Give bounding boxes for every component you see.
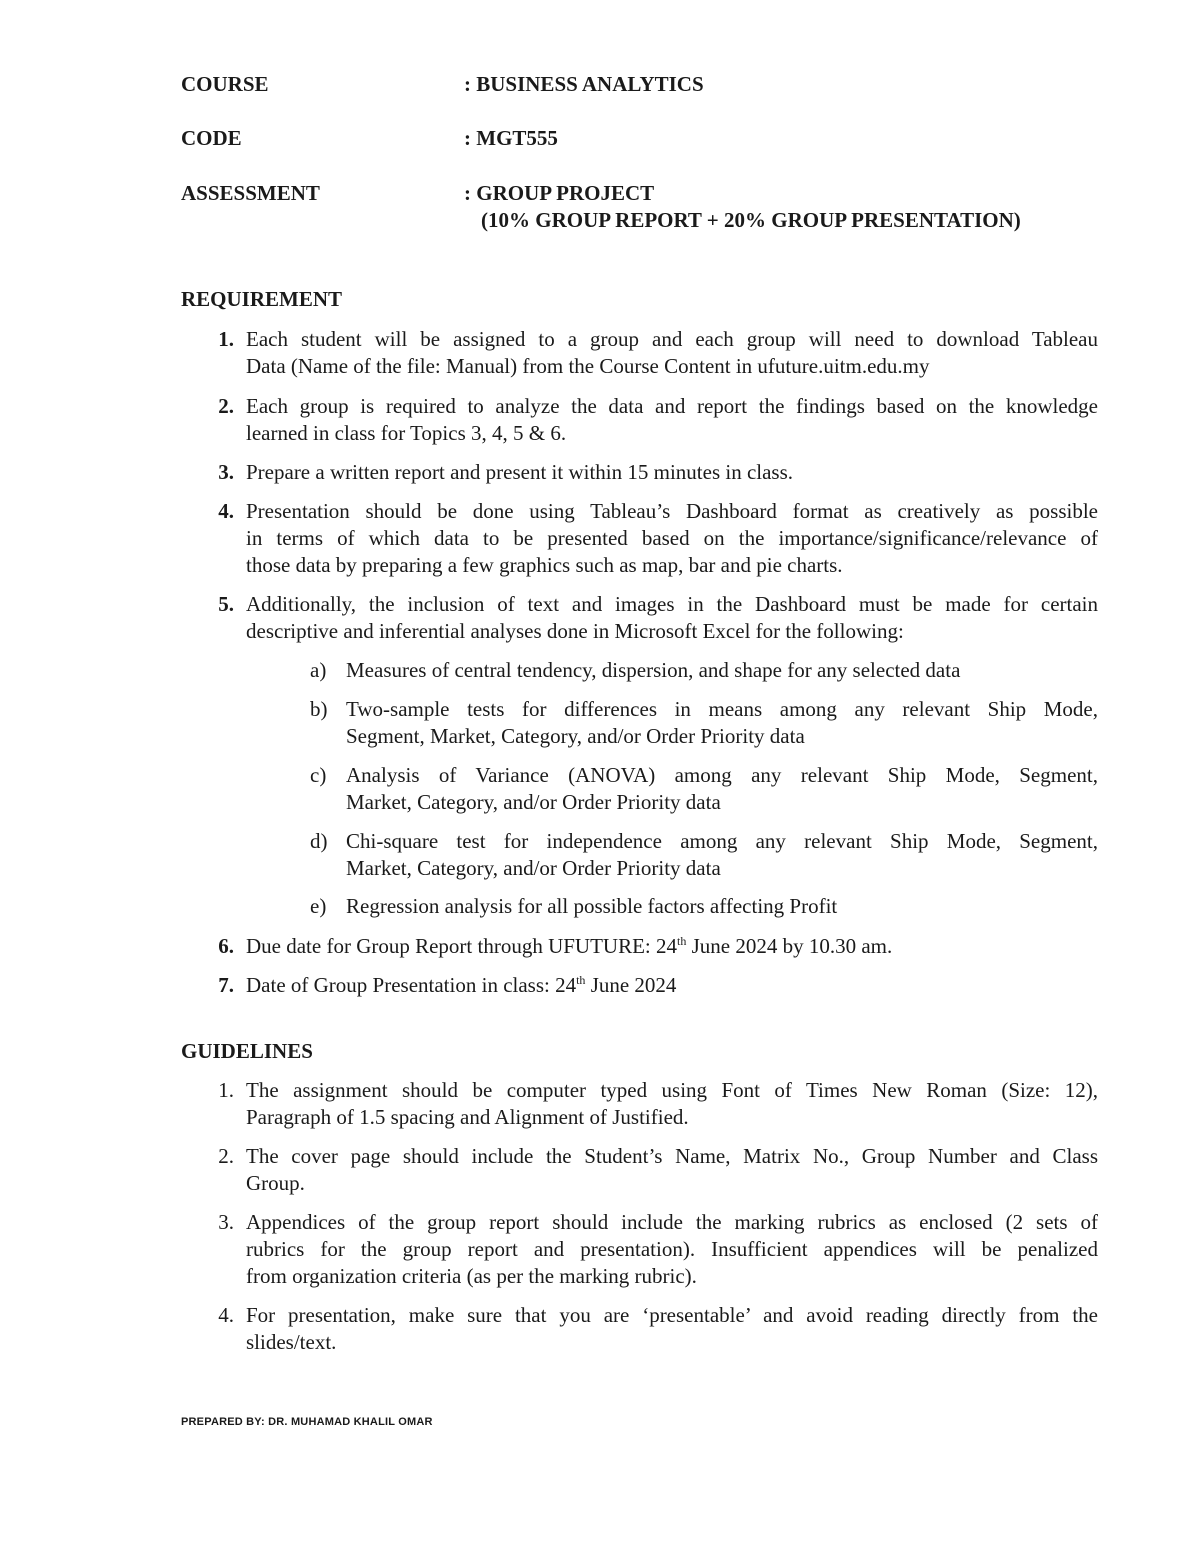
due-date-prefix: Due date for Group Report through UFUTURE: 24 (246, 934, 678, 958)
list-item-text: from organization criteria (as per the marking rubric). (246, 1264, 697, 1288)
sub-item-text: Analysis of Variance (ANOVA) among any relevant Ship Mode, Segment, (346, 763, 1098, 787)
list-item-text: Prepare a written report and present it within 15 minutes in class. (246, 460, 794, 484)
assessment-label: ASSESSMENT (181, 181, 320, 205)
due-date-suffix: June 2024 by 10.30 am. (686, 934, 893, 958)
sub-item-text: Market, Category, and/or Order Priority data (346, 790, 721, 814)
list-number: 3. (218, 460, 234, 484)
assessment-value: : GROUP PROJECT (464, 181, 655, 205)
list-item-text: learned in class for Topics 3, 4, 5 & 6. (246, 421, 567, 445)
list-number: 1. (218, 1078, 234, 1102)
list-number: 6. (218, 934, 234, 958)
course-label: COURSE (181, 72, 269, 96)
due-date-text (246, 933, 1098, 960)
list-item-text: in terms of which data to be presented based on the importance/significance/relevance of (246, 526, 1098, 550)
assessment-detail: (10% GROUP REPORT + 20% GROUP PRESENTATION) (481, 208, 1021, 232)
sub-item-letter: d) (310, 829, 328, 853)
list-number: 2. (218, 394, 234, 418)
presentation-date-text (246, 972, 1098, 999)
list-number: 1. (218, 327, 234, 351)
list-item-text: Each group is required to analyze the data and report the findings based on the knowledge (246, 394, 1098, 418)
sub-item-text: Chi-square test for independence among any relevant Ship Mode, Segment, (346, 829, 1098, 853)
sub-item-letter: a) (310, 658, 327, 682)
sub-item-text: Regression analysis for all possible factors affecting Profit (346, 894, 838, 918)
list-item-text: The assignment should be computer typed using Font of Times New Roman (Size: 12), (246, 1078, 1098, 1102)
course-value: : BUSINESS ANALYTICS (464, 72, 704, 96)
list-item-text: those data by preparing a few graphics such as map, bar and pie charts. (246, 553, 843, 577)
list-number: 7. (218, 973, 234, 997)
list-item-text: Paragraph of 1.5 spacing and Alignment of Justified. (246, 1105, 689, 1129)
list-item-text: slides/text. (246, 1330, 337, 1354)
list-item-text: The cover page should include the Student’s Name, Matrix No., Group Number and Class (246, 1144, 1098, 1168)
list-item-text: rubrics for the group report and presentation). Insufficient appendices will be penalized (246, 1237, 1098, 1261)
list-number: 2. (218, 1144, 234, 1168)
list-item-text: Additionally, the inclusion of text and images in the Dashboard must be made for certain (246, 592, 1098, 616)
guidelines-heading: GUIDELINES (181, 1039, 313, 1063)
requirement-heading: REQUIREMENT (181, 287, 343, 311)
list-number: 3. (218, 1210, 234, 1234)
code-label: CODE (181, 126, 242, 150)
list-number: 4. (218, 1303, 234, 1327)
sub-item-text: Market, Category, and/or Order Priority data (346, 856, 721, 880)
list-number: 4. (218, 499, 234, 523)
list-item-text: Each student will be assigned to a group and each group will need to download Tableau (246, 327, 1098, 351)
ordinal-suffix: th (677, 934, 687, 948)
list-item-text: Presentation should be done using Tableau’s Dashboard format as creatively as possible (246, 499, 1098, 523)
presentation-date-prefix: Date of Group Presentation in class: 24 (246, 973, 577, 997)
sub-item-letter: c) (310, 763, 327, 787)
list-item-text: Group. (246, 1171, 305, 1195)
prepared-by-footer: PREPARED BY: DR. MUHAMAD KHALIL OMAR (181, 1416, 433, 1428)
sub-item-text: Segment, Market, Category, and/or Order Priority data (346, 724, 805, 748)
sub-item-letter: b) (310, 697, 328, 721)
list-number: 5. (218, 592, 234, 616)
ordinal-suffix: th (576, 973, 586, 987)
sub-item-text: Measures of central tendency, dispersion, and shape for any selected data (346, 658, 961, 682)
list-item-text: descriptive and inferential analyses done in Microsoft Excel for the following: (246, 619, 904, 643)
presentation-date-suffix: June 2024 (585, 973, 677, 997)
list-item-text: Appendices of the group report should include the marking rubrics as enclosed (2 sets of (246, 1210, 1098, 1234)
code-value: : MGT555 (464, 126, 558, 150)
list-item-text: Data (Name of the file: Manual) from the Course Content in ufuture.uitm.edu.my (246, 354, 930, 378)
sub-item-letter: e) (310, 894, 327, 918)
sub-item-text: Two-sample tests for differences in means among any relevant Ship Mode, (346, 697, 1098, 721)
list-item-text: For presentation, make sure that you are ‘presentable’ and avoid reading directly from the (246, 1303, 1098, 1327)
